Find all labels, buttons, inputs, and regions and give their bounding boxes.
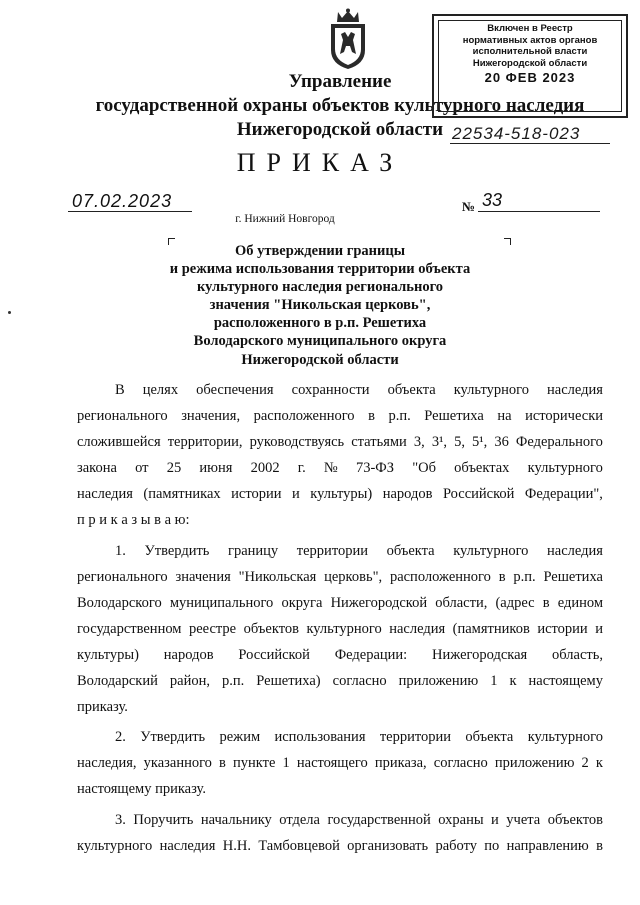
org-line: Управление bbox=[288, 71, 392, 92]
body-line: В целях обеспечения сохранности объекта культурного наследия bbox=[115, 382, 603, 398]
stamp-date: 20 ФЕВ 2023 bbox=[484, 70, 576, 85]
subject-line: Нижегородской области bbox=[241, 351, 399, 368]
subject-line: расположенного в р.п. Решетиха bbox=[213, 315, 427, 332]
document-subject bbox=[120, 242, 520, 369]
date-underline bbox=[68, 211, 192, 212]
document-type-title: ПРИКАЗ bbox=[236, 148, 404, 177]
body-line: культурного наследия Н.Н. Тамбовцевой организовать работу по направлению в bbox=[77, 837, 603, 854]
body-line: 2. Утвердить режим использования территории объекта культурного bbox=[115, 729, 603, 746]
coat-of-arms-emblem bbox=[323, 8, 373, 70]
registry-stamp bbox=[432, 14, 628, 118]
body-line: регионального значения "Никольская церковь", расположенного в р.п. Решетиха bbox=[77, 568, 603, 585]
registry-stamp-inner bbox=[438, 20, 622, 112]
stamp-line: исполнительной власти bbox=[472, 46, 588, 57]
body-line: настоящему приказу. bbox=[77, 781, 206, 798]
body-line: приказу. bbox=[77, 699, 128, 716]
body-line: п р и к а з ы в а ю: bbox=[77, 512, 190, 529]
subject-line: значения "Никольская церковь", bbox=[209, 297, 431, 314]
number-label: № bbox=[462, 199, 476, 214]
document-body bbox=[77, 377, 603, 859]
stamp-line: Нижегородской области bbox=[472, 57, 588, 69]
org-line: государственной охраны объектов культурного наследия bbox=[95, 95, 585, 116]
org-line: Нижегородской области bbox=[236, 119, 444, 140]
city-line: г. Нижний Новгород bbox=[235, 213, 335, 225]
subject-line: Об утверждении границы bbox=[234, 243, 406, 259]
body-line: 3. Поручить начальнику отдела государственной охраны и учета объектов bbox=[115, 811, 603, 828]
stamp-underline bbox=[450, 143, 610, 144]
scan-speck bbox=[8, 311, 11, 314]
number-underline bbox=[478, 211, 600, 212]
body-line: культуры) народов Российской Федерации: Нижегородская область, bbox=[77, 646, 603, 663]
subject-line: Володарского муниципального округа bbox=[193, 333, 447, 350]
body-line: наследия, указанного в пункте 1 настоящего приказа, согласно приложению 2 к bbox=[77, 755, 603, 772]
subject-line: и режима использования территории объекта bbox=[169, 261, 471, 278]
handwritten-date: 07.02.2023 bbox=[72, 191, 173, 211]
body-line: Володарского муниципального округа Нижегородской области, (адрес в едином bbox=[77, 594, 603, 611]
stamp-line: нормативных актов органов bbox=[462, 34, 598, 46]
body-line: регионального значения, расположенного в р.п. Решетиха на исторически bbox=[77, 408, 603, 425]
body-line: наследия (памятниках истории и культуры) народов Российской Федерации", bbox=[77, 486, 603, 503]
stamp-line: Включен в Реестр bbox=[487, 23, 573, 34]
body-line: государственном реестре объектов культурного наследия (памятников истории и bbox=[77, 620, 603, 637]
handwritten-number: 33 bbox=[482, 190, 503, 210]
subject-line: культурного наследия регионального bbox=[196, 279, 444, 296]
stamp-registration-number: 22534-518-023 bbox=[452, 124, 581, 143]
body-line: 1. Утвердить границу территории объекта культурного наследия bbox=[115, 542, 603, 559]
body-line: сложившейся территории, руководствуясь статьями 3, 3¹, 5, 5¹, 36 Федерального bbox=[77, 434, 603, 451]
body-line: Володарский район, р.п. Решетиха) согласно приложению 1 к настоящему bbox=[77, 673, 603, 690]
body-line: закона от 25 июня 2002 г. № 73-ФЗ "Об объектах культурного bbox=[77, 460, 603, 477]
